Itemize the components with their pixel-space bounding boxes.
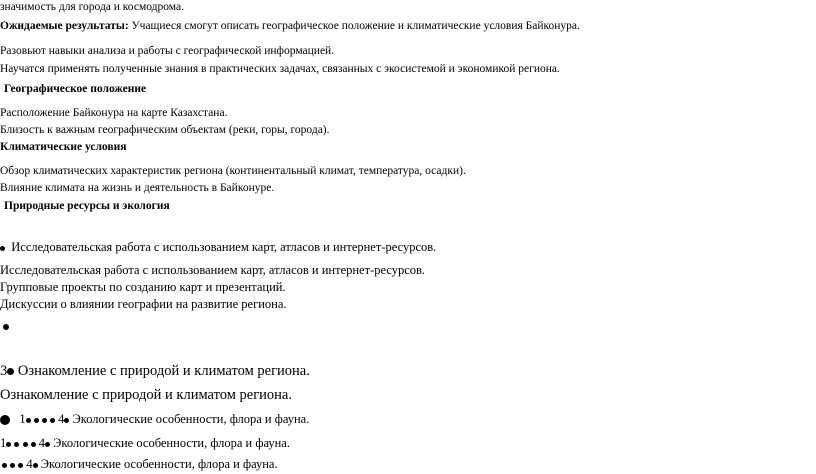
skill-line: Разовьют навыки анализа и работы с географической информацией. xyxy=(0,45,335,57)
climate-item: Обзор климатических характеристик региона (континентальный климат, температура, осадки). xyxy=(0,165,466,177)
geo-item: Расположение Байконура на карте Казахстана. xyxy=(0,107,228,119)
bullet-icon xyxy=(26,418,31,423)
bullet-icon xyxy=(14,442,19,447)
intro-tail: значимость для города и космодрома. xyxy=(0,1,184,13)
bullet-icon xyxy=(31,442,36,447)
bullet-icon xyxy=(7,368,14,375)
bullet-icon xyxy=(45,442,50,447)
bullet-icon xyxy=(23,442,28,447)
geo-item: Близость к важным географическим объектам (реки, горы, города). xyxy=(0,124,330,136)
bullet-icon xyxy=(33,463,38,468)
bullet-icon xyxy=(34,418,39,423)
bullet-icon xyxy=(2,463,7,468)
section-heading-climate: Климатические условия xyxy=(0,141,127,153)
expected-label: Ожидаемые результаты: xyxy=(0,20,129,32)
climate-item: Влияние климата на жизнь и деятельность в Байконуре. xyxy=(0,182,275,194)
methods-item: Дискуссии о влиянии географии на развитие региона. xyxy=(0,297,287,311)
bullet-icon xyxy=(0,415,10,425)
plan-line-3: 3 Ознакомление с природой и климатом региона. xyxy=(0,363,310,379)
plan-line-eco-3: 4 Экологические особенности, флора и фауна. xyxy=(2,458,278,471)
bullet-icon xyxy=(50,418,55,423)
methods-item: Исследовательская работа с использованием карт, атласов и интернет-ресурсов. xyxy=(0,263,426,277)
bullet-icon xyxy=(0,246,5,251)
bullet-icon xyxy=(10,463,15,468)
section-heading-geo: Географическое положение xyxy=(4,83,147,95)
plan-line-eco-2: 1 4 Экологические особенности, флора и фауна. xyxy=(0,436,290,450)
methods-item: Групповые проекты по созданию карт и презентаций. xyxy=(0,280,286,294)
bullet-icon xyxy=(6,442,11,447)
plan-line-eco-1: 1 4 Экологические особенности, флора и фауна. xyxy=(0,413,309,426)
bullet-icon xyxy=(42,418,47,423)
section-heading-nature: Природные ресурсы и экология xyxy=(4,200,170,212)
expected-results xyxy=(0,21,580,33)
methods-bullet-line: Исследовательская работа с использованием карт, атласов и интернет-ресурсов. xyxy=(0,241,436,254)
lone-bullet xyxy=(3,319,9,335)
skill-line: Научатся применять полученные знания в практических задачах, связанных с экосистемой и экономикой региона. xyxy=(0,63,560,75)
plan-intro-line: Ознакомление с природой и климатом региона. xyxy=(0,387,292,403)
bullet-icon xyxy=(3,324,9,330)
bullet-icon xyxy=(64,418,69,423)
expected-text: Учащиеся смогут описать географическое положение и климатические условия Байконура. xyxy=(131,20,580,32)
bullet-icon xyxy=(18,463,23,468)
